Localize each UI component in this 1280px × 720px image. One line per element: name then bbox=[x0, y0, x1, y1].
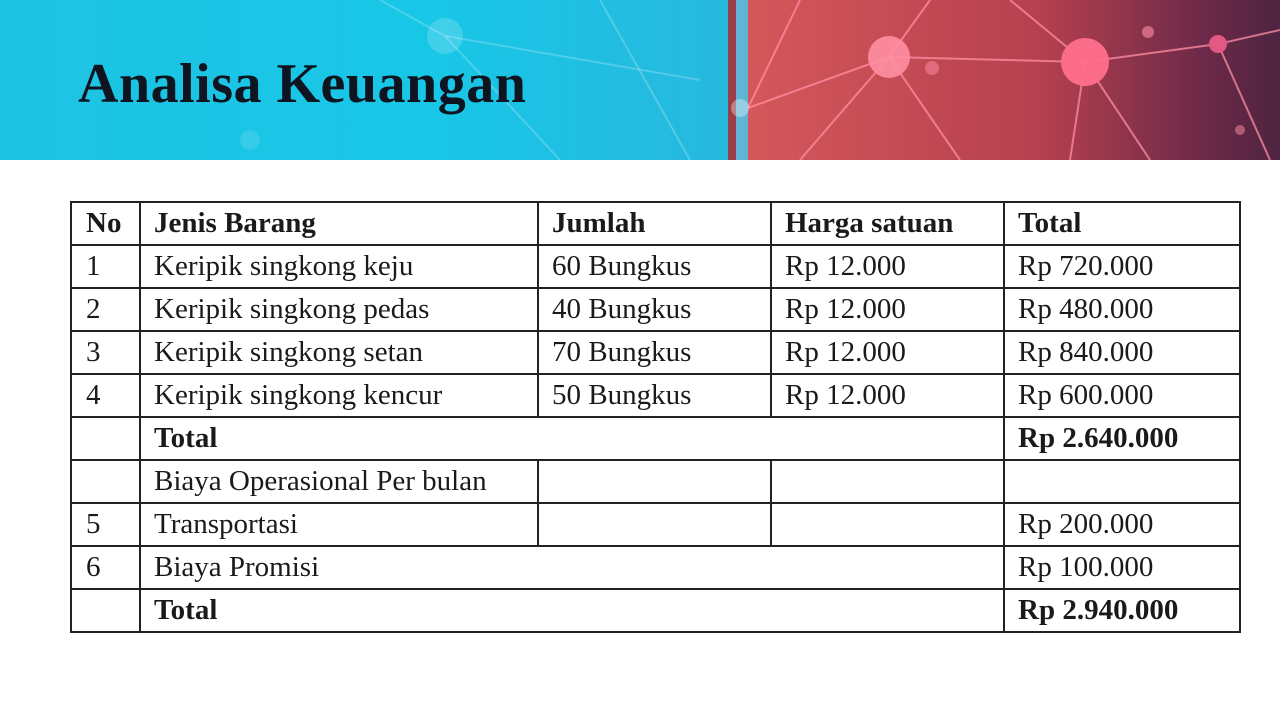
cell-no-empty bbox=[71, 417, 140, 460]
cell-unit-price: Rp 12.000 bbox=[771, 331, 1004, 374]
cell-no: 4 bbox=[71, 374, 140, 417]
cell-quantity: 60 Bungkus bbox=[538, 245, 771, 288]
cell-unit-price: Rp 12.000 bbox=[771, 288, 1004, 331]
cell-item-name: Keripik singkong setan bbox=[140, 331, 538, 374]
cell-unit-price: Rp 12.000 bbox=[771, 374, 1004, 417]
cell-empty bbox=[771, 503, 1004, 546]
cell-quantity: 70 Bungkus bbox=[538, 331, 771, 374]
cell-empty bbox=[538, 460, 771, 503]
slide-title: Analisa Keuangan bbox=[78, 53, 527, 115]
grand-total-value: Rp 2.940.000 bbox=[1004, 589, 1240, 632]
table-row bbox=[71, 331, 1240, 374]
header-no: No bbox=[71, 202, 140, 245]
grand-total-row bbox=[71, 589, 1240, 632]
cell-no: 5 bbox=[71, 503, 140, 546]
cell-quantity: 50 Bungkus bbox=[538, 374, 771, 417]
header-item-name: Jenis Barang bbox=[140, 202, 538, 245]
table-row bbox=[71, 546, 1240, 589]
cell-item-name: Keripik singkong pedas bbox=[140, 288, 538, 331]
cell-item-name: Biaya Promisi bbox=[140, 546, 1004, 589]
cell-item-name: Keripik singkong kencur bbox=[140, 374, 538, 417]
cell-total: Rp 100.000 bbox=[1004, 546, 1240, 589]
cell-no-empty bbox=[71, 589, 140, 632]
cell-no: 6 bbox=[71, 546, 140, 589]
table-row bbox=[71, 288, 1240, 331]
operational-heading: Biaya Operasional Per bulan bbox=[140, 460, 538, 503]
subtotal-row bbox=[71, 417, 1240, 460]
subtotal-label: Total bbox=[140, 417, 1004, 460]
header-banner bbox=[0, 0, 1280, 160]
cell-unit-price: Rp 12.000 bbox=[771, 245, 1004, 288]
cell-item-name: Keripik singkong keju bbox=[140, 245, 538, 288]
cell-quantity: 40 Bungkus bbox=[538, 288, 771, 331]
cell-empty bbox=[538, 503, 771, 546]
table-row bbox=[71, 503, 1240, 546]
financial-table-container bbox=[70, 201, 1239, 633]
cell-total: Rp 840.000 bbox=[1004, 331, 1240, 374]
cell-item-name: Transportasi bbox=[140, 503, 538, 546]
cell-total: Rp 720.000 bbox=[1004, 245, 1240, 288]
header-total: Total bbox=[1004, 202, 1240, 245]
header-unit-price: Harga satuan bbox=[771, 202, 1004, 245]
financial-analysis-table bbox=[70, 201, 1241, 633]
cell-total: Rp 600.000 bbox=[1004, 374, 1240, 417]
table-row bbox=[71, 245, 1240, 288]
table-header-row bbox=[71, 202, 1240, 245]
table-row bbox=[71, 374, 1240, 417]
cell-no: 3 bbox=[71, 331, 140, 374]
cell-empty bbox=[771, 460, 1004, 503]
cell-total: Rp 480.000 bbox=[1004, 288, 1240, 331]
cell-empty bbox=[1004, 460, 1240, 503]
grand-total-label: Total bbox=[140, 589, 1004, 632]
cell-no: 2 bbox=[71, 288, 140, 331]
cell-no-empty bbox=[71, 460, 140, 503]
operational-heading-row bbox=[71, 460, 1240, 503]
cell-no: 1 bbox=[71, 245, 140, 288]
subtotal-value: Rp 2.640.000 bbox=[1004, 417, 1240, 460]
header-quantity: Jumlah bbox=[538, 202, 771, 245]
cell-total: Rp 200.000 bbox=[1004, 503, 1240, 546]
